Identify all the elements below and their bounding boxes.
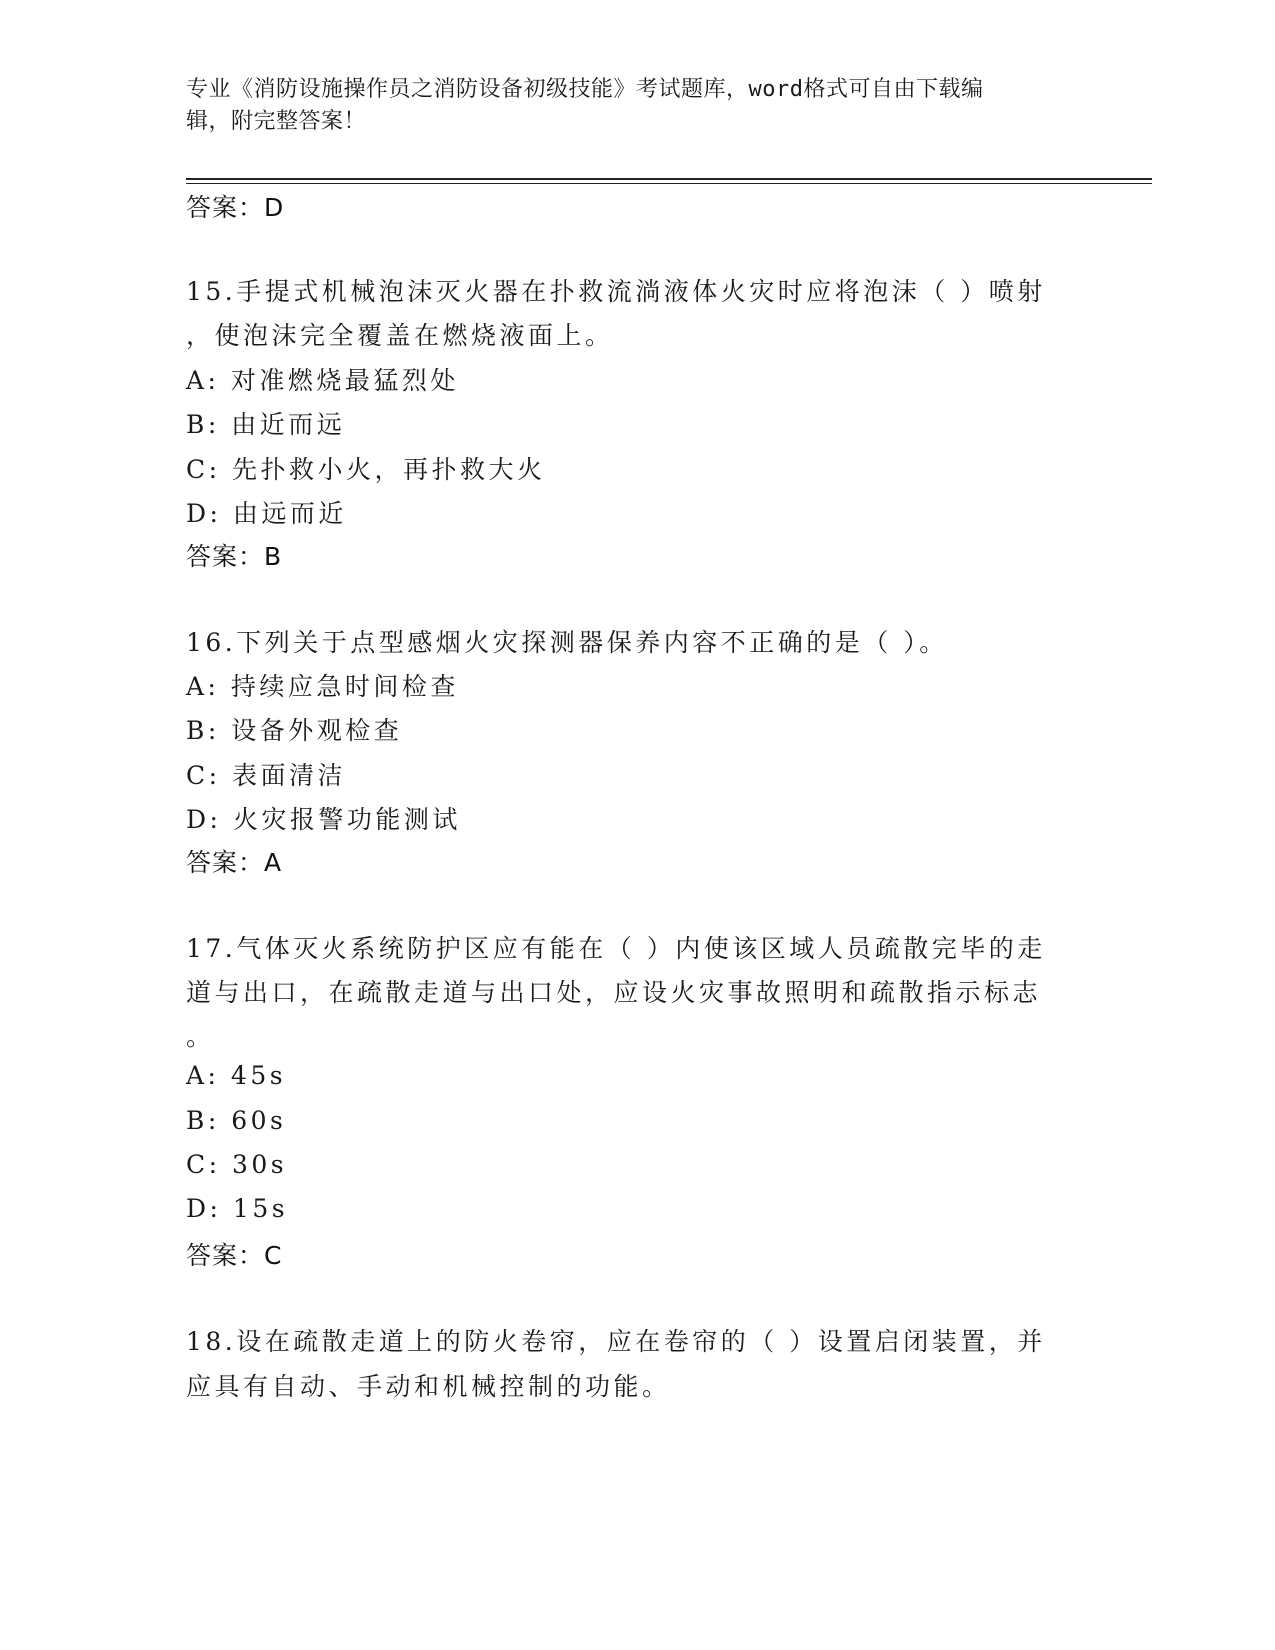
- question-16-option-a: A: 持续应急时间检查: [186, 672, 459, 701]
- question-17-stem-line-3: 。: [186, 1022, 215, 1051]
- question-17-option-b: B: 60s: [186, 1106, 287, 1135]
- question-15-option-d: D: 由远而近: [186, 499, 347, 528]
- question-15-answer: 答案：B: [186, 542, 283, 571]
- question-17-answer: 答案：C: [186, 1241, 283, 1270]
- question-16-stem-line-1: 16.下列关于点型感烟火灾探测器保养内容不正确的是（ ）。: [186, 628, 948, 657]
- question-17-stem-line-1: 17.气体灭火系统防护区应有能在（ ）内使该区域人员疏散完毕的走: [186, 934, 1046, 963]
- question-18-stem-line-1: 18.设在疏散走道上的防火卷帘，应在卷帘的（ ）设置启闭装置，并: [186, 1327, 1046, 1356]
- question-17-option-d: D: 15s: [186, 1194, 289, 1223]
- header-line-1: 专业《消防设施操作员之消防设备初级技能》考试题库，word格式可自由下载编: [186, 77, 984, 102]
- question-15-option-c: C: 先扑救小火，再扑救大火: [186, 455, 546, 484]
- question-15-stem-line-1: 15.手提式机械泡沫灭火器在扑救流淌液体火灾时应将泡沫（ ）喷射: [186, 277, 1046, 306]
- question-17-stem-line-2: 道与出口，在疏散走道与出口处，应设火灾事故照明和疏散指示标志: [186, 978, 1042, 1007]
- question-18-stem-line-2: 应具有自动、手动和机械控制的功能。: [186, 1372, 671, 1401]
- question-15-option-a: A: 对准燃烧最猛烈处: [186, 366, 459, 395]
- document-header: [186, 74, 1066, 138]
- question-17-option-a: A: 45s: [186, 1061, 287, 1090]
- question-16-option-b: B: 设备外观检查: [186, 716, 403, 745]
- answer-line: 答案：D: [186, 193, 285, 222]
- question-17-option-c: C: 30s: [186, 1150, 288, 1179]
- question-15-option-b: B: 由近而远: [186, 410, 346, 439]
- header-line-2: 辑，附完整答案！: [186, 109, 367, 134]
- question-16-option-d: D: 火灾报警功能测试: [186, 805, 461, 834]
- question-16-answer: 答案：A: [186, 848, 283, 877]
- question-16-option-c: C: 表面清洁: [186, 761, 346, 790]
- header-divider: [186, 178, 1152, 184]
- question-15-stem-line-2: ，使泡沫完全覆盖在燃烧液面上。: [186, 321, 614, 350]
